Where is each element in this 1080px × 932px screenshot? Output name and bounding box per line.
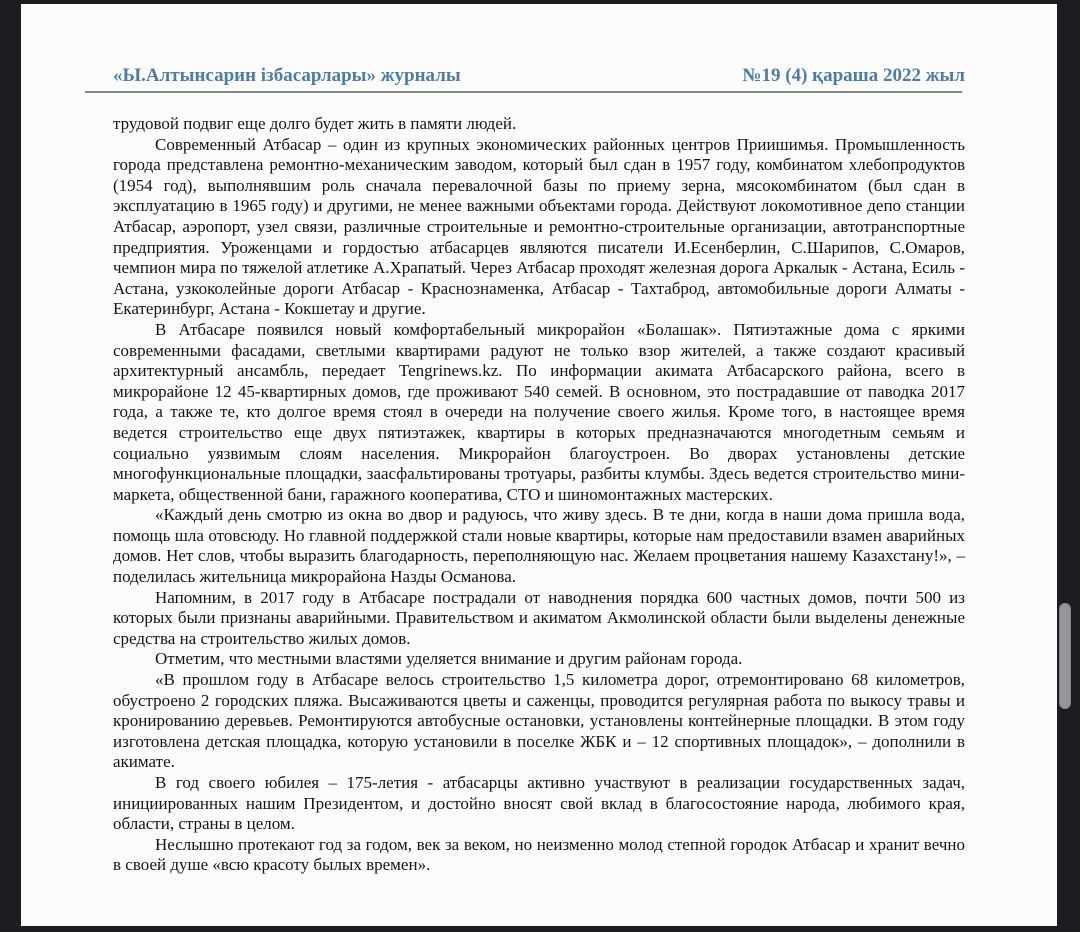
paragraph: Отметим, что местными властями уделяется внимание и другим районам города. bbox=[155, 649, 743, 669]
page-header bbox=[113, 64, 965, 88]
paragraph: В Атбасаре появился новый комфортабельный микрорайон «Болашак». Пятиэтажные дома с яркими современными фасадами, светлыми квартирами радуют не только взор жителей, а также создают красивый архитектурный ансамбль, передает Tengrinews.kz. По информации акимата Атбасарского района, всего в микрорайоне 12 45-квартирных домов, где проживают 540 семей. В основном, это пострадавшие от паводка 2017 года, а также те, кто долгое время стоял в очереди на получение своего жилья. Кроме того, в настоящее время ведется строительство еще двух пятиэтажек, квартиры в которых предназначаются многодетным семьям и социально уязвимым слоям населения. Микрорайон благоустроен. Во дворах установлены детские многофункциональные площадки, заасфальтированы тротуары, разбиты клумбы. Здесь ведется строительство мини-маркета, общественной бани, гаражного кооператива, СТО и шиномонтажных мастерских. bbox=[113, 319, 965, 504]
journal-title: «Ы.Алтынсарин ізбасарлары» журналы bbox=[113, 65, 461, 86]
paragraph: Современный Атбасар – один из крупных экономических районных центров Приишимья. Промышленность города представлена ремонтно-механическим заводом, который был сдан в 1957 году, комбинатом хлебопродуктов (1954 год), выполнявшим роль сначала перевалочной базы по приему зерна, мясокомбинатом (был сдан в эксплуатацию в 1965 году) и другими, не менее важными объектами города. Действуют локомотивное депо станции Атбасар, аэропорт, узел связи, различные строительные и ремонтно-строительные организации, автотранспортные предприятия. Уроженцами и гордостью атбасарцев являются писатели И.Есенберлин, С.Шарипов, С.Омаров, чемпион мира по тяжелой атлетике А.Храпатый. Через Атбасар проходят железная дорога Аркалык - Астана, Есиль - Астана, узкоколейные дороги Атбасар - Краснознаменка, Атбасар - Тахтаброд, автомобильные дороги Алматы - Екатеринбург, Астана - Кокшетау и другие. bbox=[113, 134, 965, 319]
paragraph: Напомним, в 2017 году в Атбасаре пострадали от наводнения порядка 600 частных домов, почти 500 из которых были признаны аварийными. Правительством и акиматом Акмолинской области были выделены денежные средства на строительство жилых домов. bbox=[113, 587, 965, 648]
paragraph: Неслышно протекают год за годом, век за веком, но неизменно молод степной городок Атбасар и хранит вечно в своей душе «всю красоту былых времен». bbox=[113, 834, 965, 875]
paragraph: трудовой подвиг еще долго будет жить в памяти людей. bbox=[113, 114, 517, 133]
document-page bbox=[21, 4, 1057, 926]
issue-info: №19 (4) қараша 2022 жыл bbox=[742, 65, 965, 86]
article-body bbox=[113, 114, 965, 876]
scrollbar-thumb[interactable] bbox=[1059, 603, 1071, 709]
paragraph: «В прошлом году в Атбасаре велось строительство 1,5 километра дорог, отремонтировано 68 километров, обустроено 2 городских пляжа. Высаживаются цветы и саженцы, проводится регулярная работа по выкосу травы и кронированию деревьев. Ремонтируются автобусные остановки, установлены контейнерные площадки. В этом году изготовлена детская площадка, которую установили в поселке ЖБК и – 12 спортивных площадок», – дополнили в акимате. bbox=[113, 670, 965, 772]
paragraph: В год своего юбилея – 175-летия - атбасарцы активно участвуют в реализации государственных задач, инициированных нашим Президентом, и достойно вносят свой вклад в благосостояние народа, любимого края, области, страны в целом. bbox=[113, 773, 965, 834]
header-divider bbox=[85, 91, 962, 93]
paragraph: «Каждый день смотрю из окна во двор и радуюсь, что живу здесь. В те дни, когда в наши дома пришла вода, помощь шла отовсюду. Но главной поддержкой стали новые квартиры, которые нам предоставили взамен аварийных домов. Нет слов, чтобы выразить благодарность, переполняющую нас. Желаем процветания нашему Казахстану!», – поделилась жительница микрорайона Назды Османова. bbox=[113, 505, 965, 587]
